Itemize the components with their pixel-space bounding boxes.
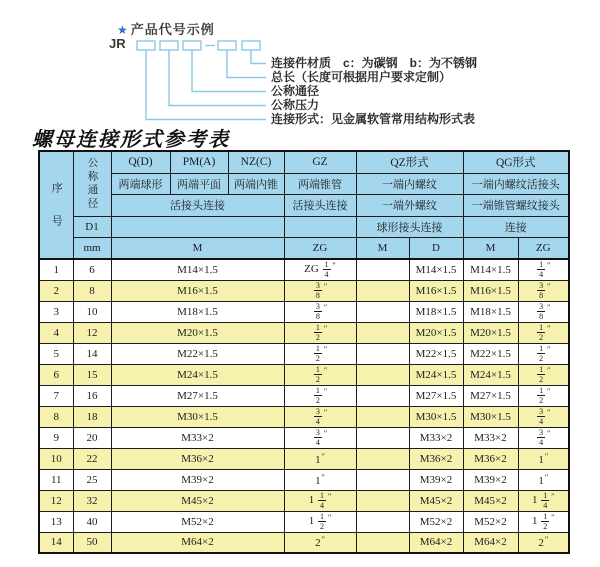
inch-mark: ″ — [544, 535, 549, 545]
connector-line — [192, 50, 266, 92]
cell-qg-m: M27×1.5 — [463, 385, 518, 406]
cell-qg-m: M24×1.5 — [463, 364, 518, 385]
cell-gz: 2″ — [284, 532, 356, 553]
cell-thread-m: M20×1.5 — [111, 322, 284, 343]
header-qz-unit-d: D — [409, 237, 463, 259]
header-gz-conn: 活接头连接 — [284, 194, 356, 216]
header-desc-nz: 两端内锥 — [228, 173, 284, 194]
header-qg-conn: 连接 — [463, 216, 569, 237]
header-qg-end2: 一端锥管螺纹接头 — [463, 194, 569, 216]
header-mm: mm — [73, 237, 111, 259]
inch-mark: ″ — [551, 492, 555, 502]
cell-qz-d: M52×2 — [409, 511, 463, 532]
fraction: $\frac{1}{4}$ — [543, 490, 548, 510]
table-row — [39, 511, 569, 532]
fraction: $\frac{1}{2}$ — [539, 322, 544, 342]
cell-qg-m: M22×1.5 — [463, 343, 518, 364]
cell-gz — [284, 427, 356, 448]
fraction: $\frac{1}{2}$ — [315, 364, 320, 384]
header-qg-unit-m: M — [463, 237, 518, 259]
cell-qz-d: M20×1.5 — [409, 322, 463, 343]
inch-mark: ″ — [323, 366, 328, 376]
table-row — [39, 406, 569, 427]
fraction: $\frac{3}{4}$ — [315, 406, 320, 426]
inch-mark: ″ — [547, 261, 551, 271]
table-row — [39, 280, 569, 301]
inch-mark: ″ — [321, 535, 325, 545]
header-code-gz: GZ — [284, 151, 356, 173]
inch-mark: ″ — [547, 324, 551, 334]
inch-mark: ″ — [327, 492, 332, 502]
cell-qz-m — [356, 448, 409, 469]
cell-dn: 12 — [73, 322, 111, 343]
cell-gz: 1″ — [284, 469, 356, 490]
fraction: $\frac{1}{2}$ — [319, 511, 324, 531]
cell-seq: 13 — [39, 511, 73, 532]
cell-thread-m: M52×2 — [111, 511, 284, 532]
cell-gz — [284, 385, 356, 406]
fraction: $\frac{1}{2}$ — [539, 364, 544, 384]
cell-thread-m: M36×2 — [111, 448, 284, 469]
diagram-label-diameter: 公称通径 — [271, 84, 320, 98]
header-desc-qz: 一端内螺纹 — [356, 173, 463, 194]
cell-qg-m: M20×1.5 — [463, 322, 518, 343]
cell-gz — [284, 343, 356, 364]
header-code-q: Q(D) — [111, 151, 170, 173]
table-body — [39, 259, 569, 553]
cell-qg-m: M18×1.5 — [463, 301, 518, 322]
inch-mark: ″ — [323, 282, 328, 292]
inch-mark: ″ — [544, 451, 549, 461]
cell-gz — [284, 406, 356, 427]
cell-qz-m — [356, 259, 409, 280]
cell-qz-d: M30×1.5 — [409, 406, 463, 427]
cell-qg-zg — [518, 427, 569, 448]
fraction: $\frac{1}{2}$ — [539, 385, 544, 405]
cell-qg-zg — [518, 322, 569, 343]
inch-mark: ″ — [323, 387, 328, 397]
cell-qz-m — [356, 364, 409, 385]
inch-mark: ″ — [547, 429, 551, 439]
header-code-nz: NZ(C) — [228, 151, 284, 173]
header-d1: D1 — [73, 216, 111, 237]
cell-dn: 10 — [73, 301, 111, 322]
cell-dn: 40 — [73, 511, 111, 532]
cell-qg-zg — [518, 280, 569, 301]
fraction: $\frac{3}{8}$ — [315, 280, 320, 300]
inch-mark: ″ — [321, 472, 325, 482]
cell-qg-zg: 1 $\frac{1}{2}$ ″ — [518, 511, 569, 532]
inch-mark: ″ — [332, 261, 336, 271]
cell-seq: 6 — [39, 364, 73, 385]
cell-qz-d: M64×2 — [409, 532, 463, 553]
table-title: 螺母连接形式参考表 — [32, 129, 230, 151]
cell-dn: 50 — [73, 532, 111, 553]
inch-mark: ″ — [323, 303, 328, 313]
cell-gz: 1″ — [284, 448, 356, 469]
fraction: $\frac{1}{2}$ — [539, 343, 544, 363]
inch-mark: ″ — [547, 387, 551, 397]
cell-qz-m — [356, 280, 409, 301]
inch-mark: ″ — [547, 408, 551, 418]
cell-seq: 9 — [39, 427, 73, 448]
cell-qz-m — [356, 301, 409, 322]
cell-qz-m — [356, 490, 409, 511]
header-qz-unit-m: M — [356, 237, 409, 259]
cell-gz — [284, 364, 356, 385]
cell-dn: 22 — [73, 448, 111, 469]
cell-seq: 12 — [39, 490, 73, 511]
cell-seq: 3 — [39, 301, 73, 322]
fraction: $\frac{3}{8}$ — [539, 280, 544, 300]
table-row — [39, 364, 569, 385]
cell-qz-m — [356, 406, 409, 427]
cell-seq: 14 — [39, 532, 73, 553]
inch-mark: ″ — [547, 366, 551, 376]
cell-qg-zg — [518, 406, 569, 427]
header-code-qz: QZ形式 — [356, 151, 463, 173]
cell-qg-m: M30×1.5 — [463, 406, 518, 427]
cell-dn: 14 — [73, 343, 111, 364]
cell-qg-m: M45×2 — [463, 490, 518, 511]
cell-qz-d: M45×2 — [409, 490, 463, 511]
cell-qg-m: M33×2 — [463, 427, 518, 448]
inch-mark: ″ — [323, 429, 328, 439]
cell-seq: 4 — [39, 322, 73, 343]
cell-qz-d: M27×1.5 — [409, 385, 463, 406]
cell-qz-d: M14×1.5 — [409, 259, 463, 280]
cell-thread-m: M22×1.5 — [111, 343, 284, 364]
diagram-label-connection: 连接形式：见金属软管常用结构形式表 — [271, 112, 476, 126]
inch-mark: ″ — [551, 513, 555, 523]
cell-qg-zg — [518, 259, 569, 280]
inch-mark: ″ — [547, 303, 551, 313]
cell-seq: 8 — [39, 406, 73, 427]
cell-dn: 15 — [73, 364, 111, 385]
cell-qg-zg — [518, 343, 569, 364]
cell-qg-zg — [518, 385, 569, 406]
cell-thread-m: M30×1.5 — [111, 406, 284, 427]
nut-connection-table — [38, 150, 570, 554]
cell-qz-m — [356, 385, 409, 406]
header-code-pm: PM(A) — [170, 151, 228, 173]
cell-qg-m: M36×2 — [463, 448, 518, 469]
code-box — [183, 41, 201, 50]
cell-seq: 10 — [39, 448, 73, 469]
cell-dn: 20 — [73, 427, 111, 448]
cell-qz-m — [356, 343, 409, 364]
cell-thread-m: M33×2 — [111, 427, 284, 448]
header-union-conn: 活接头连接 — [111, 194, 284, 216]
code-prefix: JR — [109, 36, 126, 51]
diagram-labels — [271, 56, 477, 126]
inch-mark: ″ — [547, 345, 551, 355]
inch-mark: ″ — [323, 408, 328, 418]
code-box — [242, 41, 260, 50]
inch-mark: ″ — [544, 472, 549, 482]
diagram-label-material: 连接件材质 c：为碳钢 b：为不锈钢 — [271, 56, 478, 70]
header-desc-gz: 两端锥管 — [284, 173, 356, 194]
inch-mark: ″ — [321, 451, 325, 461]
inch-mark: ″ — [323, 345, 328, 355]
header-qz-end2: 一端外螺纹 — [356, 194, 463, 216]
cell-gz — [284, 280, 356, 301]
cell-qz-d: M36×2 — [409, 448, 463, 469]
table-row — [39, 343, 569, 364]
cell-qg-zg — [518, 301, 569, 322]
cell-qz-d: M18×1.5 — [409, 301, 463, 322]
cell-qg-zg: 1 $\frac{1}{4}$ ″ — [518, 490, 569, 511]
cell-seq: 1 — [39, 259, 73, 280]
cell-dn: 32 — [73, 490, 111, 511]
inch-mark: ″ — [323, 324, 328, 334]
fraction: $\frac{3}{4}$ — [539, 427, 544, 447]
cell-thread-m: M39×2 — [111, 469, 284, 490]
fraction: $\frac{1}{4}$ — [319, 490, 324, 510]
cell-qz-m — [356, 469, 409, 490]
connector-line — [146, 50, 266, 120]
cell-qg-m: M39×2 — [463, 469, 518, 490]
cell-qg-zg — [518, 364, 569, 385]
header-zg-unit: ZG — [284, 237, 356, 259]
fraction: $\frac{1}{4}$ — [324, 260, 329, 280]
table-row — [39, 448, 569, 469]
table-row — [39, 532, 569, 553]
fraction: $\frac{1}{2}$ — [315, 385, 320, 405]
cell-thread-m: M64×2 — [111, 532, 284, 553]
table-row — [39, 490, 569, 511]
star-icon: ★ — [117, 23, 129, 37]
cell-qg-zg: 1″ — [518, 469, 569, 490]
cell-qg-m: M52×2 — [463, 511, 518, 532]
inch-mark: ″ — [327, 513, 332, 523]
cell-qg-zg: 1″ — [518, 448, 569, 469]
cell-thread-m: M45×2 — [111, 490, 284, 511]
fraction: $\frac{1}{2}$ — [543, 511, 548, 531]
header-qz-conn: 球形接头连接 — [356, 216, 463, 237]
table-row — [39, 385, 569, 406]
header-empty — [284, 216, 356, 237]
cell-seq: 5 — [39, 343, 73, 364]
cell-qz-d: M22×1.5 — [409, 343, 463, 364]
header-qg-unit-zg: ZG — [518, 237, 569, 259]
cell-gz — [284, 301, 356, 322]
code-box — [137, 41, 155, 50]
fraction: $\frac{1}{4}$ — [539, 260, 544, 280]
diagram-label-pressure: 公称压力 — [271, 98, 320, 112]
connector-line — [251, 50, 266, 64]
header-dn: 公称通径 — [73, 151, 111, 216]
cell-qz-d: M16×1.5 — [409, 280, 463, 301]
header-empty — [111, 216, 284, 237]
diagram-label-length: 总长（长度可根据用户要求定制） — [271, 70, 452, 84]
cell-seq: 11 — [39, 469, 73, 490]
cell-dn: 18 — [73, 406, 111, 427]
cell-qz-d: M24×1.5 — [409, 364, 463, 385]
cell-qg-m: M14×1.5 — [463, 259, 518, 280]
table-row — [39, 469, 569, 490]
diagram-heading — [117, 19, 215, 38]
cell-qg-m: M64×2 — [463, 532, 518, 553]
cell-thread-m: M14×1.5 — [111, 259, 284, 280]
fraction: $\frac{1}{2}$ — [315, 343, 320, 363]
diagram-heading-text: 产品代号示例 — [130, 22, 215, 37]
fraction: $\frac{1}{2}$ — [315, 322, 320, 342]
cell-seq: 2 — [39, 280, 73, 301]
fraction: $\frac{3}{8}$ — [315, 301, 320, 321]
header-m-label: M — [111, 237, 284, 259]
cell-thread-m: M16×1.5 — [111, 280, 284, 301]
cell-qz-d: M39×2 — [409, 469, 463, 490]
header-seq: 序号 — [39, 151, 73, 259]
cell-gz: 1 $\frac{1}{2}$ ″ — [284, 511, 356, 532]
cell-qz-m — [356, 322, 409, 343]
code-box — [160, 41, 178, 50]
header-code-qg: QG形式 — [463, 151, 569, 173]
fraction: $\frac{3}{4}$ — [539, 406, 544, 426]
inch-mark: ″ — [547, 282, 551, 292]
cell-qg-m: M16×1.5 — [463, 280, 518, 301]
header-desc-q: 两端球形 — [111, 173, 170, 194]
cell-thread-m: M27×1.5 — [111, 385, 284, 406]
cell-thread-m: M24×1.5 — [111, 364, 284, 385]
table-header — [39, 151, 569, 259]
table-row — [39, 427, 569, 448]
header-desc-qg: 一端内螺纹活接头 — [463, 173, 569, 194]
cell-dn: 6 — [73, 259, 111, 280]
cell-dn: 8 — [73, 280, 111, 301]
cell-qz-m — [356, 511, 409, 532]
cell-dn: 16 — [73, 385, 111, 406]
cell-qg-zg: 2″ — [518, 532, 569, 553]
table-row — [39, 301, 569, 322]
cell-thread-m: M18×1.5 — [111, 301, 284, 322]
cell-seq: 7 — [39, 385, 73, 406]
cell-gz: ZG $\frac{1}{4}$ ″ — [284, 259, 356, 280]
cell-qz-m — [356, 427, 409, 448]
cell-qz-m — [356, 532, 409, 553]
fraction: $\frac{3}{4}$ — [315, 427, 320, 447]
cell-dn: 25 — [73, 469, 111, 490]
cell-qz-d: M33×2 — [409, 427, 463, 448]
cell-gz — [284, 322, 356, 343]
fraction: $\frac{3}{8}$ — [539, 301, 544, 321]
header-desc-pm: 两端平面 — [170, 173, 228, 194]
code-box — [218, 41, 236, 50]
cell-gz: 1 $\frac{1}{4}$ ″ — [284, 490, 356, 511]
table-row — [39, 322, 569, 343]
table-row — [39, 259, 569, 280]
